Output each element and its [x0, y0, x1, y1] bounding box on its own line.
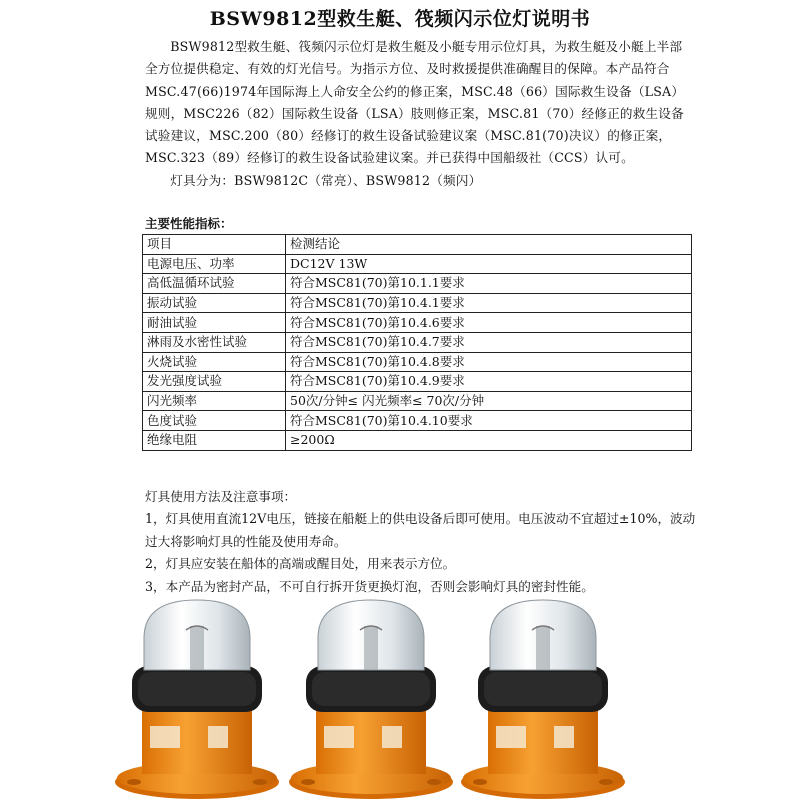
table-row	[143, 235, 692, 255]
spec-item: 色度试验	[143, 411, 286, 431]
spec-result: 符合MSC81(70)第10.4.10要求	[286, 411, 692, 431]
spec-item: 火烧试验	[143, 352, 286, 372]
document-title: BSW9812型救生艇、筏频闪示位灯说明书	[209, 8, 591, 30]
spec-result: ≥200Ω	[286, 430, 692, 450]
table-row	[143, 332, 692, 352]
specs-table	[142, 234, 692, 451]
lamp-photo-icon	[286, 596, 456, 800]
lamp-photos	[0, 596, 800, 800]
table-row	[143, 313, 692, 333]
usage-section	[145, 486, 700, 598]
spec-item: 发光强度试验	[143, 372, 286, 392]
table-row	[143, 254, 692, 274]
spec-item: 电源电压、功率	[143, 254, 286, 274]
spec-item: 高低温循环试验	[143, 274, 286, 294]
spec-item: 耐油试验	[143, 313, 286, 333]
intro-section	[145, 36, 690, 192]
spec-result: 符合MSC81(70)第10.4.9要求	[286, 372, 692, 392]
spec-item: 振动试验	[143, 293, 286, 313]
lamp-photo-icon	[458, 596, 628, 800]
spec-result: 符合MSC81(70)第10.4.1要求	[286, 293, 692, 313]
lamp-types: 灯具分为：BSW9812C（常亮）、BSW9812（频闪）	[170, 172, 482, 188]
usage-heading: 灯具使用方法及注意事项：	[145, 489, 297, 504]
usage-item: 2，灯具应安装在船体的高端或醒目处，用来表示方位。	[145, 556, 456, 572]
spec-result: 50次/分钟≤ 闪光频率≤ 70次/分钟	[286, 391, 692, 411]
spec-result: 符合MSC81(70)第10.1.1要求	[286, 274, 692, 294]
table-row	[143, 430, 692, 450]
table-row	[143, 352, 692, 372]
table-row	[143, 274, 692, 294]
intro-paragraph: BSW9812型救生艇、筏频闪示位灯是救生艇及小艇专用示位灯具，为救生艇及小艇上半部全方位提供稳定、有效的灯光信号。为指示方位、及时救援提供准确醒目的保障。本产品符合MSC.47(66)1974年国际海上人命安全公约的修正案，MSC.48（66）国际救生设备（LSA）规则，MSC226（82）国际救生设备（LSA）肢则修正案，MSC.81（70）经修正的救生设备试验建议，MSC.200（80）经修订的救生设备试验建议案（MSC.81(70)决议）的修正案，MSC.323（89）经修订的救生设备试验建议案。并已获得中国船级社（CCS）认可。	[145, 39, 685, 166]
spec-item: 项目	[143, 235, 286, 255]
spec-item: 闪光频率	[143, 391, 286, 411]
spec-item: 绝缘电阻	[143, 430, 286, 450]
spec-result: 符合MSC81(70)第10.4.6要求	[286, 313, 692, 333]
table-row	[143, 372, 692, 392]
specs-heading: 主要性能指标：	[145, 216, 233, 231]
spec-result: 符合MSC81(70)第10.4.7要求	[286, 332, 692, 352]
table-row	[143, 391, 692, 411]
usage-item: 3，本产品为密封产品，不可自行拆开货更换灯泡，否则会影响灯具的密封性能。	[145, 578, 594, 594]
spec-result: DC12V 13W	[286, 254, 692, 274]
usage-item: 1，灯具使用直流12V电压，链接在船艇上的供电设备后即可使用。电压波动不宜超过±10%，波动过大将影响灯具的性能及使用寿命。	[145, 511, 696, 549]
table-row	[143, 293, 692, 313]
lamp-photo-icon	[112, 596, 282, 800]
spec-result: 符合MSC81(70)第10.4.8要求	[286, 352, 692, 372]
spec-result: 检测结论	[286, 235, 692, 255]
table-row	[143, 411, 692, 431]
spec-item: 淋雨及水密性试验	[143, 332, 286, 352]
